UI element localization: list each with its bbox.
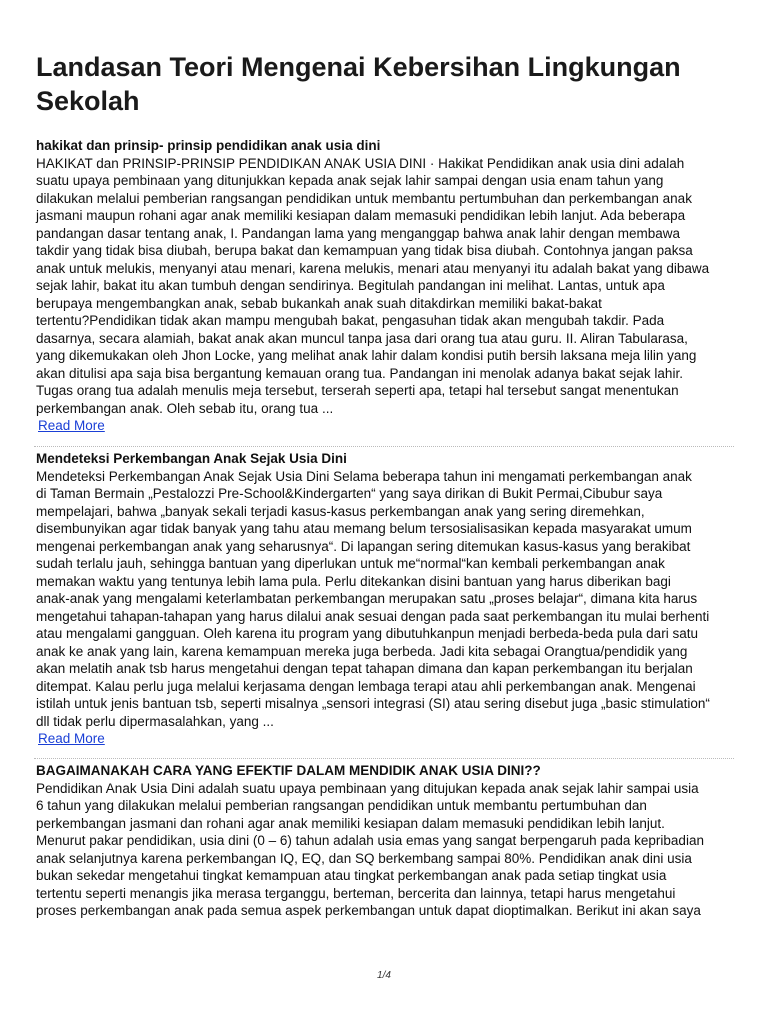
section-heading: hakikat dan prinsip- prinsip pendidikan anak usia dini <box>36 138 381 153</box>
section-body: Pendidikan Anak Usia Dini adalah suatu upaya pembinaan yang ditujukan kepada anak sejak lahir sampai usia 6 tahun yang dilakukan melalui pemberian rangsangan pendidikan untuk membantu pertumbuhan dan perkembangan jasmani dan rohani agar anak memiliki kesiapan dalam memasuki pendidikan lebih lanjut. Menurut pakar pendidikan, usia dini (0 – 6) tahun adalah usia emas yang sangat berpengaruh pada kepribadian anak selanjutnya karena perkembangan IQ, EQ, dan SQ berkembang sampai 80%. Pendidikan anak dini usia bukan sekedar mengetahui tingkat kemampuan atau tingkat perkembangan anak pada setiap tingkat usia tertentu seperti menangis jika merasa terganggu, berteman, bercerita dan lainnya, tetapi harus mengetahui proses perkembangan anak pada semua aspek perkembangan untuk dapat dioptimalkan. Berikut ini akan saya <box>36 780 704 918</box>
page-number: 1/4 <box>377 970 391 981</box>
section-heading: Mendeteksi Perkembangan Anak Sejak Usia Dini <box>36 451 347 466</box>
article-section-2 <box>36 450 736 748</box>
section-divider <box>34 446 734 447</box>
read-more-link[interactable]: Read More <box>38 731 105 746</box>
section-heading: BAGAIMANAKAH CARA YANG EFEKTIF DALAM MENDIDIK ANAK USIA DINI?? <box>36 763 541 778</box>
section-body: Mendeteksi Perkembangan Anak Sejak Usia Dini Selama beberapa tahun ini mengamati perkembangan anak di Taman Bermain „Pestalozzi Pre-School&Kindergarten“ yang saya dirikan di Bukit Permai,Cibubur saya mempelajari, bahwa „banyak sekali terjadi kasus-kasus perkembangan anak yang sering diremehkan, disembunyikan agar tidak banyak yang tahu atau memang belum tersosialisasikan kepada masyarakat umum mengenai perkembangan anak yang seharusnya“. Di lapangan sering ditemukan kasus-kasus yang berakibat sudah terlalu jauh, sehingga bantuan yang diperlukan untuk me“normal“kan kembali perkembangan anak memakan waktu yang tentunya lebih lama pula. Perlu ditekankan disini bantuan yang harus diberikan bagi anak-anak yang mengalami keterlambatan perkembangan merupakan satu „proses belajar“, dimana kita harus mengetahui tahapan-tahapan yang harus dilalui anak sesuai dengan pada saat perkembangan itu mulai berhenti atau mengalami gangguan. Oleh karena itu program yang dibutuhkanpun menjadi berbeda-beda pula dari satu anak ke anak yang lain, karena kemampuan mereka juga berbeda. Jadi kita sebagai Orangtua/pendidik yang akan melatih anak tsb harus mengetahui dengan tepat tahapan dimana dan kapan perkembangan itu berjalan ditempat. Kalau perlu juga melalui kerjasama dengan lembaga terapi atau ahli perkembangan anak. Mengenai istilah untuk jenis bantuan tsb, seperti misalnya „sensori integrasi (SI) atau sering disebut juga „basic stimulation“ dll tidak perlu dipermasalahkan, yang ... <box>36 468 710 729</box>
page-title: Landasan Teori Mengenai Kebersihan Lingkungan Sekolah <box>36 52 681 116</box>
read-more-link[interactable]: Read More <box>38 418 105 433</box>
section-body: HAKIKAT dan PRINSIP-PRINSIP PENDIDIKAN ANAK USIA DINI · Hakikat Pendidikan anak usia dini adalah suatu upaya pembinaan yang ditunjukkan kepada anak sejak lahir sampai dengan usia enam tahun yang dilakukan melalui pemberian rangsangan pendidikan untuk membantu pertumbuhan dan perkembangan anak jasmani maupun rohani agar anak memiliki kesiapan dalam memasuki pendidikan lebih lanjut. Ada beberapa pandangan dasar tentang anak, I. Pandangan lama yang menganggap bahwa anak lahir dengan membawa takdir yang tidak bisa diubah, berupa bakat dan kemampuan yang tidak bisa diubah. Contohnya jangan paksa anak untuk melukis, menyanyi atau menari, karena melukis, menari atau menyanyi itu adalah bakat yang dibawa sejak lahir, bakat itu akan tumbuh dengan sendirinya. Begitulah pandangan ini melihat. Lantas, untuk apa berupaya mengembangkan anak, sebab bukankah anak suah ditakdirkan memiliki bakat-bakat tertentu?Pendidikan tidak akan mampu mengubah bakat, pengasuhan tidak akan mengubah takdir. Pada dasarnya, secara alamiah, bakat anak akan muncul tanpa jasa dari orang tua atau guru. II. Aliran Tabularasa, yang dikemukakan oleh Jhon Locke, yang melihat anak lahir dalam kondisi putih bersih laksana meja lilin yang akan ditulisi apa saja bisa bergantung kemauan orang tua. Pandangan ini menolak adanya bakat sejak lahir. Tugas orang tua adalah menulis meja tersebut, terserah seperti apa, tetapi hal tersebut sangat menentukan perkembangan anak. Oleh sebab itu, orang tua ... <box>36 155 710 416</box>
section-divider <box>34 758 734 759</box>
article-section-1 <box>36 137 736 435</box>
article-section-3 <box>36 762 736 920</box>
